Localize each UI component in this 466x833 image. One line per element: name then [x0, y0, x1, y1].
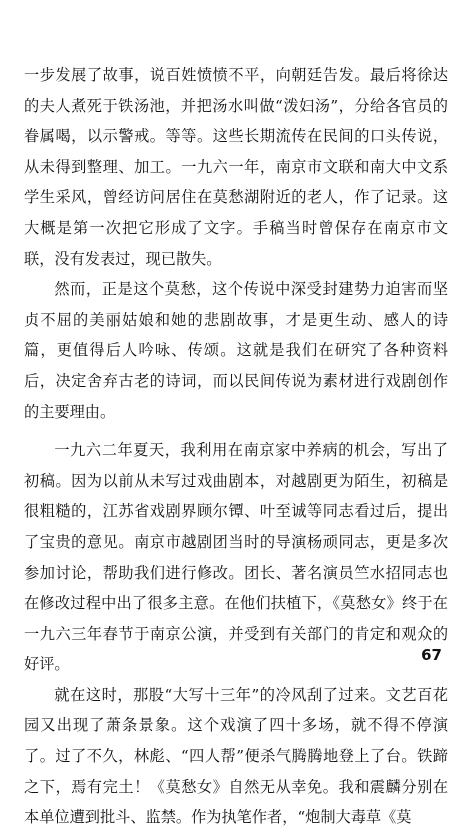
- paragraph-4: 就在这时，那股“大写十三年”的冷风刮了过来。文艺百花园又出现了萧条景象。这个戏演了四十多场，就不得不停演了。过了不久，林彪、“四人帮”便杀气腾腾地登上了台。铁蹄之下，焉有完土！《莫愁女》自然无从幸免。我和震麟分别在本单位遭到批斗、监禁。作为执笔作者，“炮制大毒草《莫: [24, 685, 448, 827]
- section-gap: [24, 427, 448, 435]
- paragraph-3: 一九六二年夏天，我利用在南京家中养病的机会，写出了初稿。因为以前从未写过戏曲剧本，对越剧更为陌生，初稿是很粗糙的，江苏省戏剧界顾尔镡、叶至诚等同志看过后，提出了宝贵的意见。南京市越剧团当时的导演杨顽同志，更是多次参加讨论，帮助我们进行修改。团长、著名演员竺水招同志也在修改过程中出了很多主意。在他们扶植下，《莫愁女》终于在一九六三年春节于南京公演，并受到有关部门的肯定和观众的好评。: [24, 441, 448, 674]
- page-body: [24, 60, 448, 833]
- paragraph-1: 一步发展了故事，说百姓愤愤不平，向朝廷告发。最后将徐达的夫人煮死于铁汤池，并把汤水叫做“泼妇汤”，分给各官员的眷属喝，以示警戒。等等。这些长期流传在民间的口头传说，从未得到整理、加工。一九六一年，南京市文联和南大中文系学生采风，曾经访问居住在莫愁湖附近的老人，作了记录。这大概是第一次把它形成了文字。手稿当时曾保存在南京市文联，没有发表过，现已散失。: [24, 66, 448, 268]
- paragraph-2: 然而，正是这个莫愁，这个传说中深受封建势力迫害而坚贞不屈的美丽姑娘和她的悲剧故事，才是更生动、感人的诗篇，更值得后人吟咏、传颂。这就是我们在研究了各种资料后，决定舍弃古老的诗词，而以民间传说为素材进行戏剧创作的主要理由。: [24, 280, 448, 421]
- page-number: 67: [421, 646, 442, 664]
